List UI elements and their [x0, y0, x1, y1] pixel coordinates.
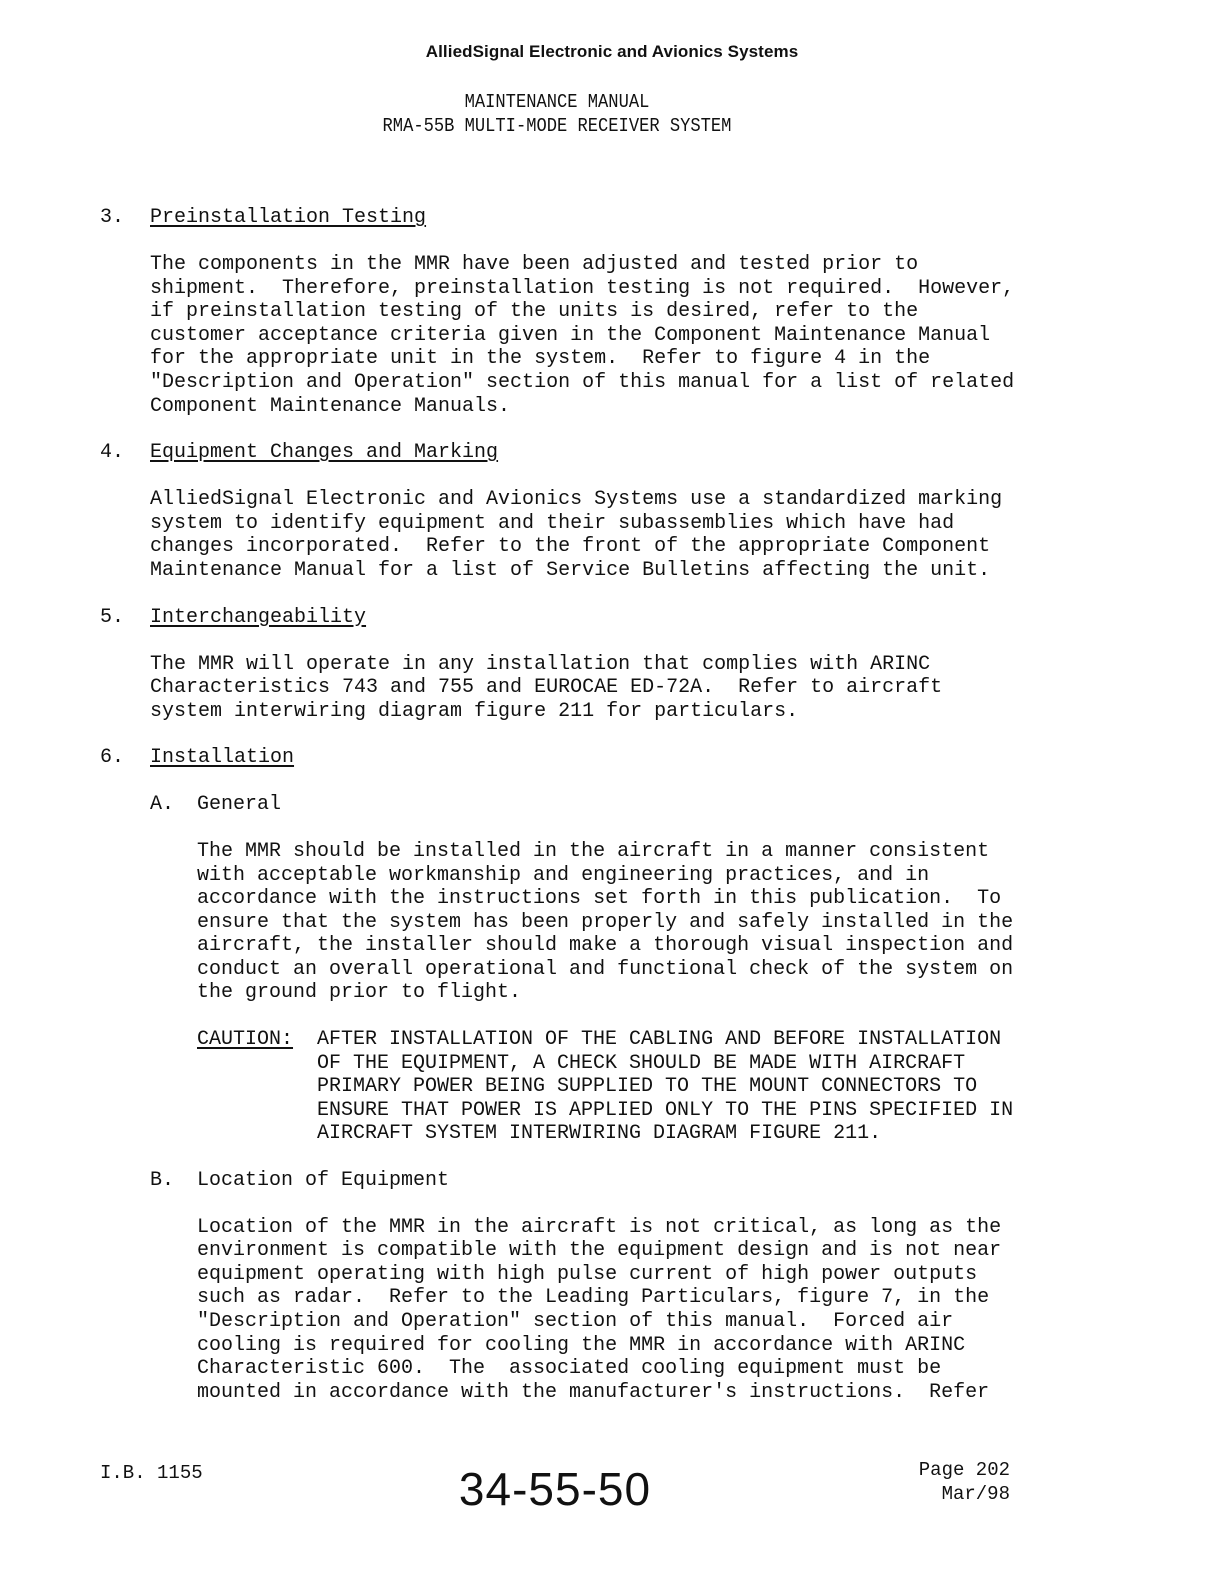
section-paragraph: AlliedSignal Electronic and Avionics Systems use a standardized marking system to identify equipment and their subassemblies which have had changes incorporated. Refer to the front of the appropriate Component Maintenance Manual for a list of Service Bulletins affecting the unit.	[150, 488, 1003, 582]
subsection-title: Location of Equipment	[197, 1169, 450, 1193]
subsection-title: General	[197, 793, 282, 817]
section-title: Equipment Changes and Marking	[150, 441, 499, 465]
manual-title-line1: MAINTENANCE MANUAL	[464, 91, 650, 113]
footer-document-number: 34-55-50	[458, 1463, 652, 1515]
section-number: 6.	[100, 746, 125, 770]
company-name: AlliedSignal Electronic and Avionics Systems	[425, 42, 799, 61]
caution-text: AFTER INSTALLATION OF THE CABLING AND BEFORE INSTALLATION OF THE EQUIPMENT, A CHECK SHOULD BE MADE WITH AIRCRAFT PRIMARY POWER BEING SUPPLIED TO THE MOUNT CONNECTORS TO ENSURE THAT POWER IS APPLIED ONLY TO THE PINS SPECIFIED IN AIRCRAFT SYSTEM INTERWIRING DIAGRAM FIGURE 211.	[317, 1028, 1014, 1146]
section-title: Interchangeability	[150, 605, 367, 629]
subsection-heading-location	[150, 1169, 1040, 1193]
section-interchangeability	[100, 606, 1040, 724]
section-number: 5.	[100, 605, 125, 629]
caution-note	[197, 1028, 1040, 1146]
subsection-heading-general	[150, 793, 1040, 817]
manual-title	[56, 90, 1059, 138]
subsection-paragraph: Location of the MMR in the aircraft is not critical, as long as the environment is compatible with the equipment design and is not near equipment operating with high pulse current of high power outputs such as radar. Refer to the Leading Particulars, figure 7, in the "Description and Operation" section of this manual. Forced air cooling is required for cooling the MMR in accordance with ARINC Characteristic 600. The associated cooling equipment must be mounted in accordance with the manufacturer's instructions. Refer	[197, 1215, 1002, 1404]
manual-title-line2: RMA-55B MULTI-MODE RECEIVER SYSTEM	[382, 115, 732, 137]
footer-ib-number: I.B. 1155	[100, 1462, 203, 1484]
footer-page-number: Page 202	[918, 1459, 1010, 1481]
footer-date: Mar/98	[941, 1483, 1010, 1505]
section-title: Installation	[150, 746, 295, 770]
section-paragraph: The MMR will operate in any installation that complies with ARINC Characteristics 743 and 755 and EUROCAE ED-72A. Refer to aircraft system interwiring diagram figure 211 for particulars.	[150, 652, 943, 723]
section-number: 3.	[100, 206, 125, 229]
section-number: 4.	[100, 441, 125, 465]
section-heading	[100, 206, 1040, 230]
section-preinstallation-testing	[100, 206, 1040, 418]
document-body	[100, 206, 1040, 1404]
section-installation	[100, 746, 1040, 1404]
section-heading	[100, 606, 1040, 630]
section-paragraph: The components in the MMR have been adjusted and tested prior to shipment. Therefore, preinstallation testing is not required. However, if preinstallation testing of the units is desired, refer to the customer acceptance criteria given in the Component Maintenance Manual for the appropriate unit in the system. Refer to figure 4 in the "Description and Operation" section of this manual for a list of related Component Maintenance Manuals.	[150, 253, 1015, 418]
section-heading	[100, 746, 1040, 770]
footer-page-info	[919, 1458, 1010, 1506]
subsection-paragraph: The MMR should be installed in the aircraft in a manner consistent with acceptable workmanship and engineering practices, and in accordance with the instructions set forth in this publication. To ensure that the system has been properly and safely installed in the aircraft, the installer should make a thorough visual inspection and conduct an overall operational and functional check of the system on the ground prior to flight.	[197, 839, 1014, 1005]
subsection-letter: B.	[150, 1169, 175, 1193]
section-equipment-changes	[100, 441, 1040, 582]
section-heading	[100, 441, 1040, 465]
caution-label: CAUTION:	[197, 1028, 294, 1052]
subsection-letter: A.	[150, 793, 175, 817]
section-title: Preinstallation Testing	[150, 206, 427, 229]
